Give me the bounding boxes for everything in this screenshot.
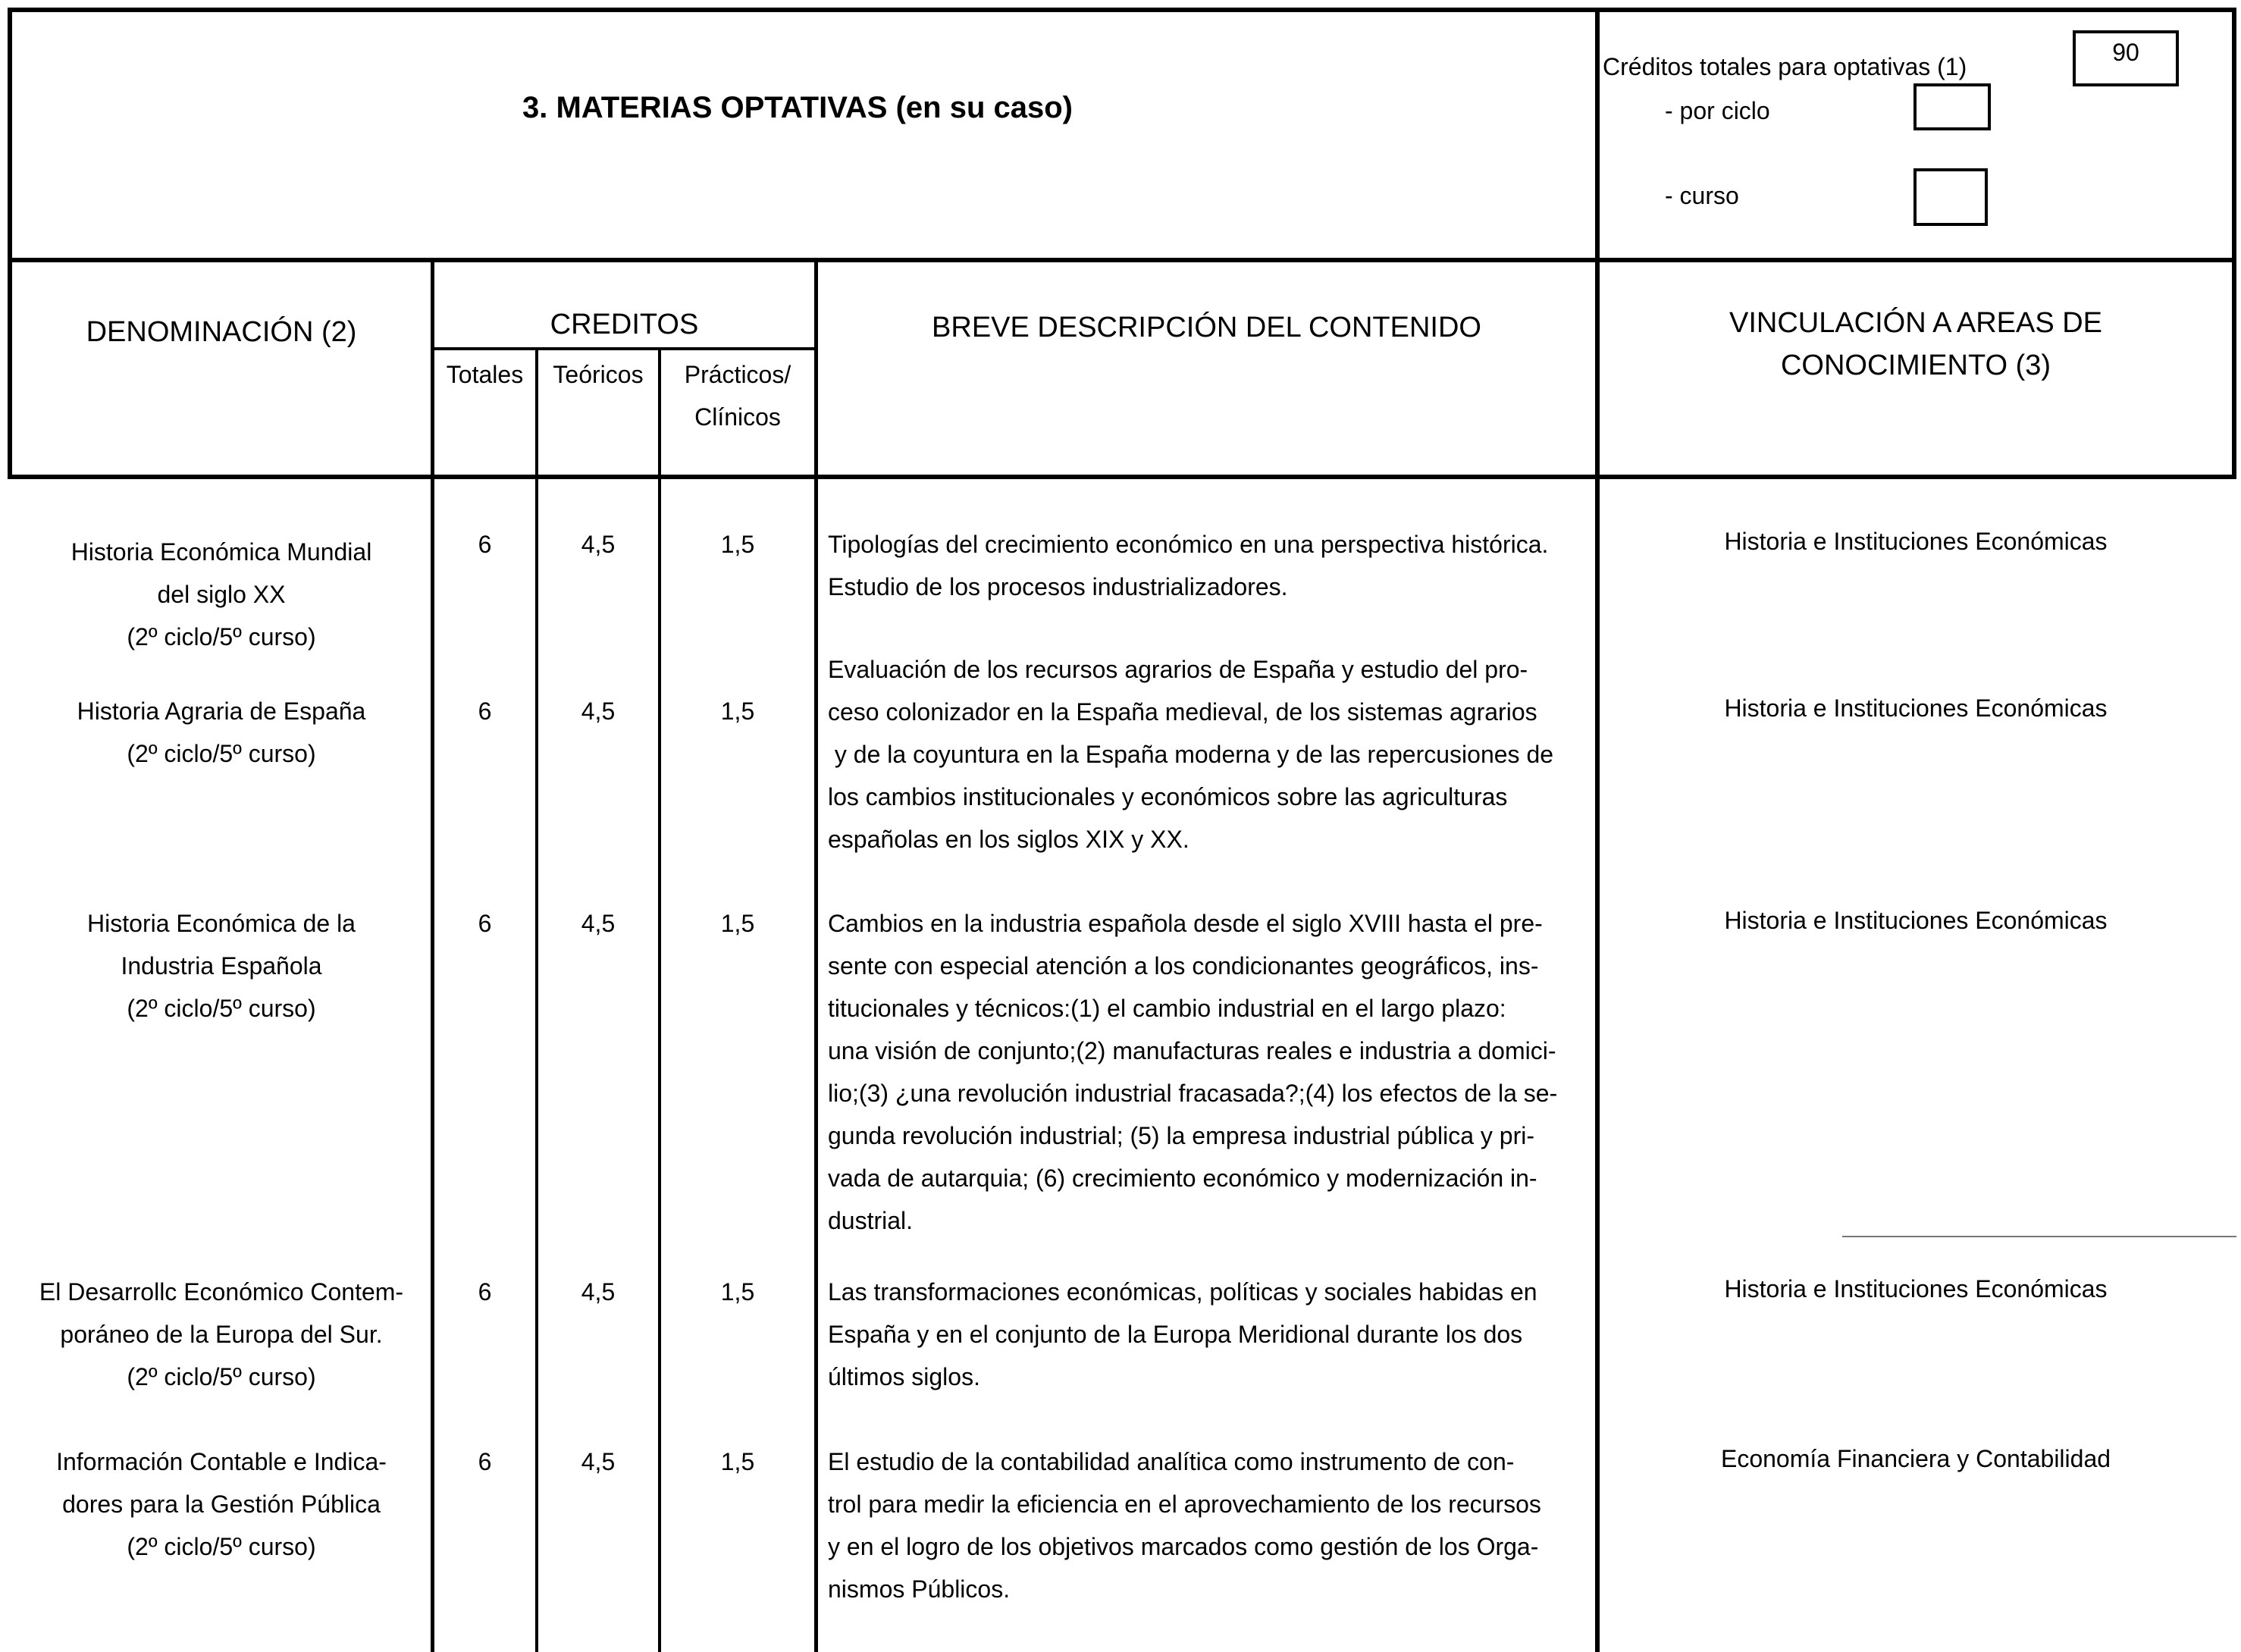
- column-vinculacion-line1: VINCULACIÓN A AREAS DE: [1729, 307, 2103, 339]
- col-divider-practicos: [814, 262, 818, 1652]
- row-denominacion: [12, 531, 431, 658]
- row-descripcion-line: Estudio de los procesos industrializadores.: [828, 573, 1288, 600]
- row-denominacion-line: (2º ciclo/5º curso): [127, 1533, 316, 1560]
- row-denominacion-line: (2º ciclo/5º curso): [127, 1363, 316, 1390]
- row-denominacion: [12, 690, 431, 775]
- row-area: Historia e Instituciones Económicas: [1724, 528, 2108, 555]
- row-area: Historia e Instituciones Económicas: [1724, 1275, 2108, 1302]
- column-practicos-line1: Prácticos/: [684, 361, 791, 388]
- row-denominacion-line: Historia Económica Mundial: [71, 538, 372, 566]
- row-practicos: 1,5: [720, 1278, 755, 1306]
- row-descripcion-line: trol para medir la eficiencia en el aprovechamiento de los recursos: [828, 1491, 1541, 1518]
- frame-top-line: [8, 8, 2236, 12]
- row-denominacion-line: Industria Española: [121, 952, 322, 980]
- row-descripcion-line: ceso colonizador en la España medieval, de los sistemas agrarios: [828, 698, 1537, 726]
- column-vinculacion-line2: CONOCIMIENTO (3): [1780, 350, 2051, 381]
- column-teoricos: Teóricos: [553, 361, 644, 388]
- row-descripcion-line: titucionales y técnicos:(1) el cambio industrial en el largo plazo:: [828, 995, 1506, 1022]
- creditos-totales-value: 90: [2112, 39, 2139, 66]
- column-header-bottom-line: [8, 475, 2236, 479]
- row-totales: 6: [478, 910, 492, 937]
- row-totales: 6: [478, 1278, 492, 1306]
- row-teoricos: 4,5: [581, 697, 616, 725]
- row-teoricos: 4,5: [581, 910, 616, 937]
- column-vinculacion: [1600, 302, 2232, 387]
- frame-left-line: [8, 8, 12, 478]
- row-totales: 6: [478, 531, 492, 558]
- creditos-subheader-line: [432, 347, 816, 350]
- column-creditos: CREDITOS: [550, 309, 699, 340]
- row-descripcion: [828, 1440, 1594, 1610]
- row-denominacion-line: Información Contable e Indica-: [56, 1448, 387, 1475]
- row-descripcion-line: Evaluación de los recursos agrarios de España y estudio del pro-: [828, 656, 1528, 683]
- row-totales: 6: [478, 697, 492, 725]
- column-totales: Totales: [446, 361, 524, 388]
- creditos-totales-label: Créditos totales para optativas (1): [1603, 53, 1967, 80]
- row-denominacion: [12, 1440, 431, 1568]
- row-teoricos: 4,5: [581, 531, 616, 558]
- row-descripcion-line: nismos Públicos.: [828, 1575, 1011, 1603]
- frame-right-line: [2232, 8, 2236, 478]
- curso-label: - curso: [1665, 182, 1739, 209]
- page-title: 3. MATERIAS OPTATIVAS (en su caso): [522, 91, 1073, 124]
- row-denominacion: [12, 902, 431, 1030]
- row-denominacion-line: poráneo de la Europa del Sur.: [60, 1321, 383, 1348]
- row-descripcion-line: una visión de conjunto;(2) manufacturas reales e industria a domici-: [828, 1037, 1556, 1064]
- row-denominacion-line: Historia Agraria de España: [77, 697, 366, 725]
- row-denominacion-line: Historia Económica de la: [87, 910, 356, 937]
- row-practicos: 1,5: [720, 910, 755, 937]
- row-denominacion-line: del siglo XX: [157, 581, 286, 608]
- row-area: Economía Financiera y Contabilidad: [1720, 1445, 2111, 1472]
- header-bottom-line: [8, 258, 2236, 262]
- row-totales: 6: [478, 1448, 492, 1475]
- row-descripcion-line: sente con especial atención a los condicionantes geográficos, ins-: [828, 952, 1539, 980]
- row-descripcion-line: y en el logro de los objetivos marcados como gestión de los Orga-: [828, 1533, 1539, 1560]
- row-descripcion: [828, 523, 1594, 608]
- row-descripcion: [828, 648, 1594, 860]
- column-descripcion: BREVE DESCRIPCIÓN DEL CONTENIDO: [932, 312, 1481, 343]
- row-descripcion: [828, 1271, 1594, 1398]
- column-practicos-line2: Clínicos: [694, 403, 781, 431]
- row-area: Historia e Instituciones Económicas: [1724, 907, 2108, 934]
- row-descripcion-line: dustrial.: [828, 1207, 914, 1234]
- curso-box: [1913, 168, 1988, 226]
- row-practicos: 1,5: [720, 697, 755, 725]
- row-descripcion-line: España y en el conjunto de la Europa Meridional durante los dos: [828, 1321, 1523, 1348]
- row-denominacion-line: El Desarrollc Económico Contem-: [39, 1278, 404, 1306]
- row-descripcion-line: lio;(3) ¿una revolución industrial fracasada?;(4) los efectos de la se-: [828, 1080, 1558, 1107]
- creditos-totales-box: [2073, 30, 2179, 86]
- column-practicos: [661, 353, 814, 438]
- row-descripcion-line: españolas en los siglos XIX y XX.: [828, 826, 1189, 853]
- row-descripcion-line: los cambios institucionales y económicos sobre las agriculturas: [828, 783, 1508, 810]
- row-denominacion-line: (2º ciclo/5º curso): [127, 740, 316, 767]
- row-descripcion-line: Tipologías del crecimiento económico en una perspectiva histórica.: [828, 531, 1549, 558]
- row-area: Historia e Instituciones Económicas: [1724, 694, 2108, 722]
- row-teoricos: 4,5: [581, 1278, 616, 1306]
- row-denominacion-line: dores para la Gestión Pública: [62, 1491, 381, 1518]
- row-descripcion-line: y de la coyuntura en la España moderna y de las repercusiones de: [828, 741, 1554, 768]
- row-descripcion-line: El estudio de la contabilidad analítica como instrumento de con-: [828, 1448, 1515, 1475]
- por-ciclo-label: - por ciclo: [1665, 97, 1770, 124]
- row-denominacion-line: (2º ciclo/5º curso): [127, 995, 316, 1022]
- row-descripcion-line: Cambios en la industria española desde el siglo XVIII hasta el pre-: [828, 910, 1543, 937]
- row-practicos: 1,5: [720, 531, 755, 558]
- row-teoricos: 4,5: [581, 1448, 616, 1475]
- por-ciclo-box: [1913, 83, 1991, 130]
- right-section-divider: [1595, 8, 1600, 1652]
- column-denominacion: DENOMINACIÓN (2): [86, 316, 357, 348]
- row-descripcion-line: gunda revolución industrial; (5) la empresa industrial pública y pri-: [828, 1122, 1535, 1149]
- faint-separator: [1842, 1236, 2236, 1237]
- row-denominacion: [12, 1271, 431, 1398]
- row-descripcion-line: últimos siglos.: [828, 1363, 980, 1390]
- row-descripcion-line: Las transformaciones económicas, políticas y sociales habidas en: [828, 1278, 1537, 1306]
- row-descripcion-line: vada de autarquia; (6) crecimiento económico y modernización in-: [828, 1165, 1537, 1192]
- row-practicos: 1,5: [720, 1448, 755, 1475]
- row-descripcion: [828, 902, 1594, 1242]
- row-denominacion-line: (2º ciclo/5º curso): [127, 623, 316, 650]
